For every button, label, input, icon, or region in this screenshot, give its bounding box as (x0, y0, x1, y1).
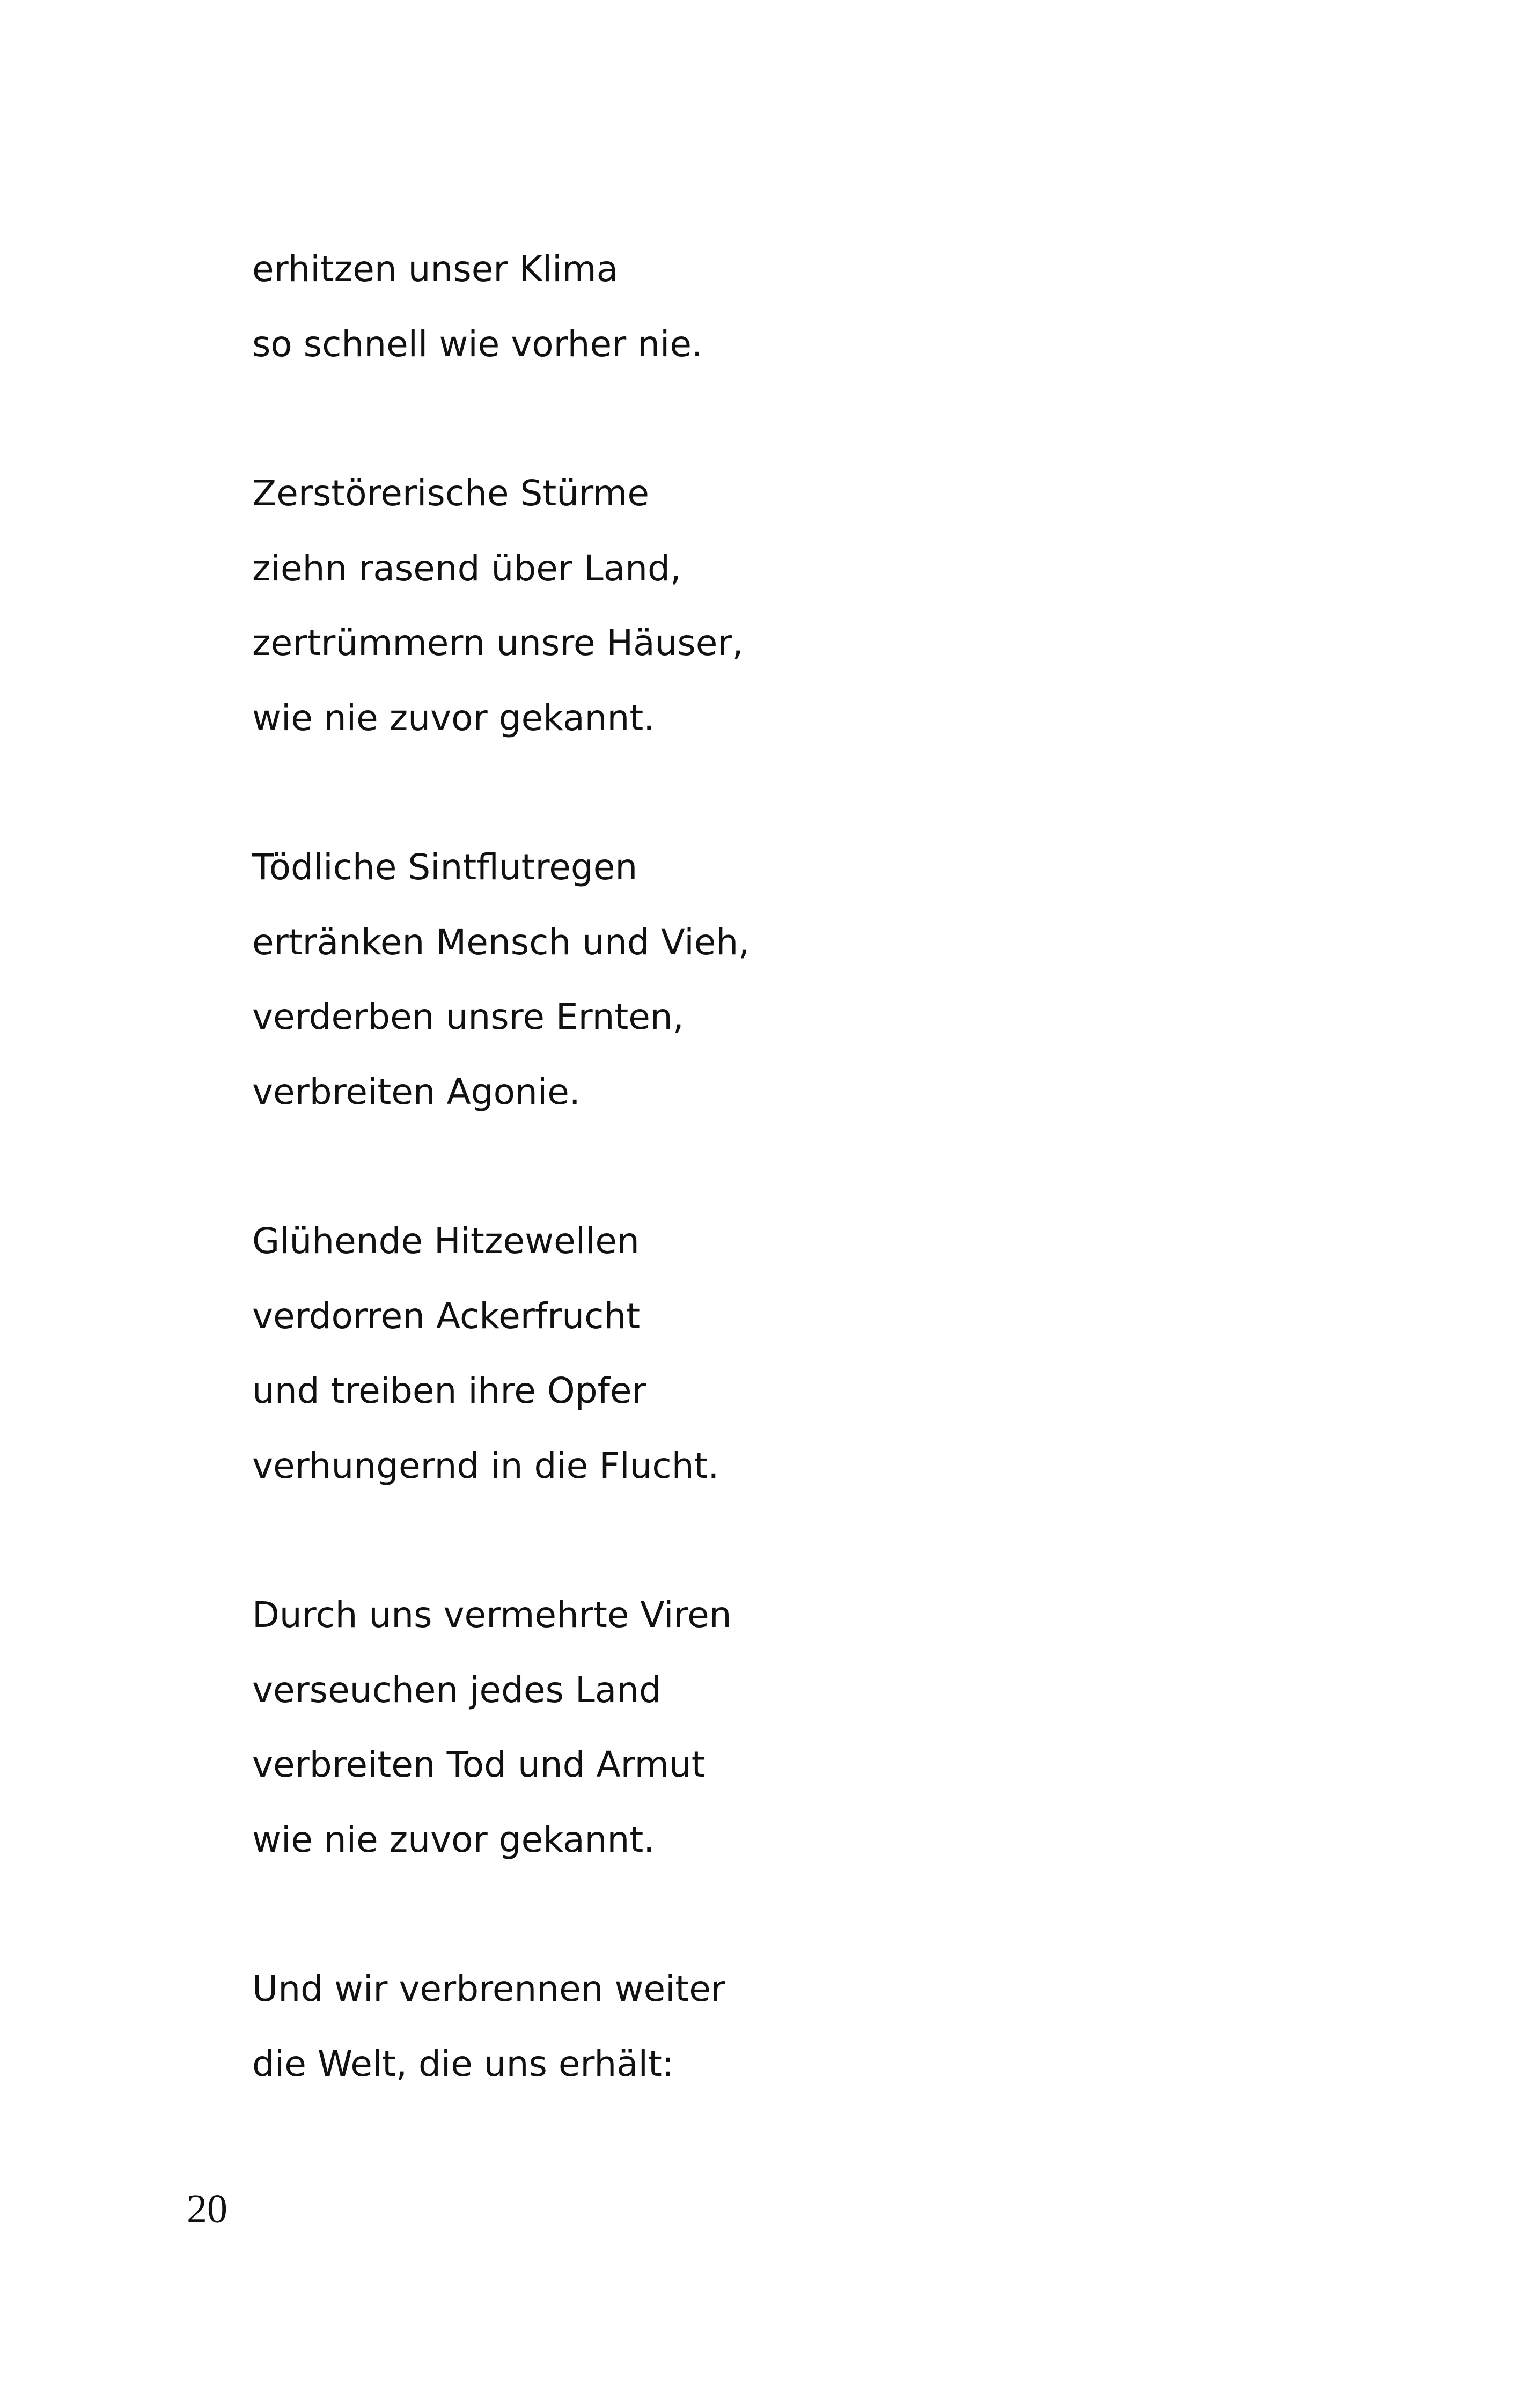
stanza-4 (252, 1204, 1325, 1503)
page-number: 20 (187, 2186, 227, 2232)
poem-body (252, 232, 1325, 2176)
stanza-1 (252, 232, 1325, 381)
poem-line: Und wir verbrennen weiter (252, 1968, 726, 2009)
poem-line: verhungernd in die Flucht. (252, 1445, 719, 1486)
poem-line: und treiben ihre Opfer (252, 1370, 646, 1411)
poem-line: Glühende Hitzewellen (252, 1220, 640, 1262)
poem-line: verbreiten Tod und Armut (252, 1744, 706, 1785)
poem-line: zertrümmern unsre Häuser, (252, 622, 744, 664)
poem-line: erhitzen unser Klima (252, 248, 619, 290)
poem-line: Tödliche Sintflutregen (252, 846, 638, 888)
stanza-6 (252, 1952, 1325, 2101)
poem-line: die Welt, die uns erhält: (252, 2043, 674, 2085)
poem-line: wie nie zuvor gekannt. (252, 1818, 655, 1860)
poem-line: verdorren Ackerfrucht (252, 1295, 641, 1337)
poem-line: so schnell wie vorher nie. (252, 323, 703, 365)
poem-line: verseuchen jedes Land (252, 1669, 662, 1711)
poem-line: ziehn rasend über Land, (252, 547, 681, 589)
stanza-3 (252, 830, 1325, 1129)
poem-line: Zerstörerische Stürme (252, 473, 649, 514)
poem-line: verderben unsre Ernten, (252, 996, 684, 1037)
poem-line: verbreiten Agonie. (252, 1071, 581, 1113)
poem-line: ertränken Mensch und Vieh, (252, 921, 750, 963)
stanza-5 (252, 1578, 1325, 1877)
stanza-2 (252, 456, 1325, 755)
poem-line: wie nie zuvor gekannt. (252, 697, 655, 739)
poem-line: Durch uns vermehrte Viren (252, 1594, 732, 1636)
